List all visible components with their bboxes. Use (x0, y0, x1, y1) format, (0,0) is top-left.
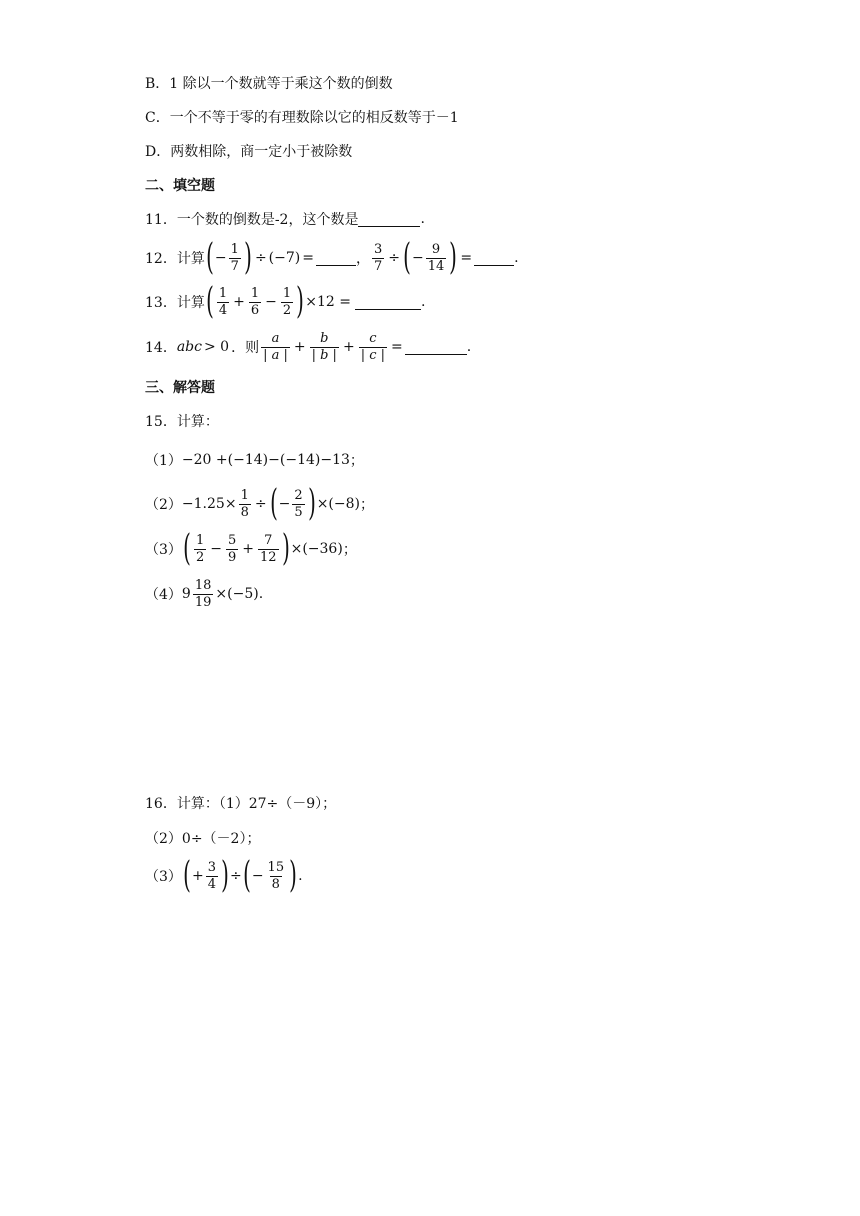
minus: − (265, 294, 277, 310)
q14-label: 14． (145, 340, 177, 356)
option-b: B．1 除以一个数就等于乘这个数的倒数 (145, 76, 393, 92)
q12-sep: ， (355, 251, 370, 267)
q14-end: . (466, 339, 472, 355)
q16-p3-end: . (298, 868, 303, 884)
question-14 (145, 325, 471, 369)
left-paren: ( (183, 855, 191, 896)
q15-p1-lead: −20 + (181, 452, 228, 468)
q15-p3-label: （3） (145, 542, 182, 558)
q12-minus: − (214, 250, 227, 266)
q12-frac2: $\frac{3}{7}$ (373, 241, 383, 274)
q11-blank (358, 212, 420, 227)
option-c: C．一个不等于零的有理数除以它的相反数等于－1 (145, 110, 459, 126)
q13-label: 13．计算 (145, 295, 205, 311)
q12-frac1: $\frac{1}{7}$ (230, 241, 239, 274)
option-d: D．两数相除，商一定小于被除数 (145, 144, 353, 160)
q16-part3 (145, 854, 303, 898)
right-paren: ) (244, 237, 252, 278)
q12-eq2: = (460, 250, 473, 266)
q12-paren2: (−7) (268, 250, 301, 266)
q15-p2-lead: −1.25× (181, 496, 237, 512)
right-paren: ) (307, 483, 316, 524)
question-13 (145, 280, 425, 324)
q11-text: 11．一个数的倒数是-2，这个数是 (145, 212, 359, 228)
q14-frac-c: $\frac{c}{| c |}$ (360, 330, 385, 363)
minus: − (251, 868, 264, 884)
q15-p2-end: ； (360, 497, 374, 513)
question-16-line1: 16．计算：（1）27÷（－9）； (145, 796, 337, 812)
q15-p4-frac: $\frac{18}{19}$ (194, 577, 212, 610)
plus: + (342, 339, 355, 355)
q15-p1-paren2: (−14) (279, 452, 321, 468)
q15-p1-label: （1） (145, 453, 182, 469)
q16-p3-div: ÷ (230, 868, 242, 884)
q14-blank (405, 340, 467, 355)
plus: + (242, 541, 254, 557)
right-paren: ) (289, 855, 297, 896)
q15-part3 (145, 527, 357, 571)
q15-p1-tail: −13 (320, 452, 350, 468)
q12-blank2 (474, 251, 514, 266)
minus: − (278, 496, 291, 512)
q11-end: . (420, 211, 425, 227)
q15-p3-frac2: $\frac{5}{9}$ (227, 532, 237, 565)
q15-p2-frac1: $\frac{1}{8}$ (240, 487, 249, 520)
q15-p3-frac1: $\frac{1}{2}$ (195, 532, 205, 565)
q15-part4 (145, 572, 263, 616)
q15-p4-end: . (258, 586, 264, 602)
question-11 (145, 209, 425, 229)
q15-p1-end: ； (349, 453, 364, 469)
q15-p2-label: （2） (145, 497, 182, 513)
right-paren: ) (221, 855, 229, 896)
left-paren: ( (269, 483, 278, 524)
section-heading-fill-in: 二、填空题 (145, 178, 215, 194)
q16-p3-frac2: $\frac{15}{8}$ (267, 859, 285, 892)
q12-div2: ÷ (388, 250, 400, 266)
right-paren: ) (281, 528, 290, 569)
q14-cond2: > 0 (203, 339, 230, 355)
section-heading-solve: 三、解答题 (145, 380, 215, 396)
q15-p2-paren: (−8) (328, 496, 360, 512)
q15-p3-times: × (290, 541, 303, 557)
minus: − (210, 541, 222, 557)
q15-p3-frac3: $\frac{7}{12}$ (260, 532, 277, 565)
right-paren: ) (296, 281, 305, 322)
q14-cond: abc (176, 339, 202, 355)
right-paren: ) (449, 237, 458, 278)
q15-p4-paren: (−5) (227, 586, 259, 602)
q13-tail: ×12 = (305, 294, 351, 310)
plus: + (233, 294, 245, 310)
q14-then: ．则 (231, 340, 260, 356)
q13-blank (355, 295, 421, 310)
q13-frac2: $\frac{1}{6}$ (250, 285, 260, 318)
q15-p3-end: ； (342, 542, 357, 558)
left-paren: ( (183, 528, 191, 569)
q14-frac-a: $\frac{a}{| a |}$ (263, 330, 288, 363)
q14-eq: = (391, 339, 403, 355)
q16-p3-label: （3） (145, 869, 182, 885)
q15-p2-frac2: $\frac{2}{5}$ (294, 487, 303, 520)
plus: + (191, 868, 204, 884)
q12-blank1 (316, 251, 356, 266)
q13-end: . (420, 294, 426, 310)
q15-p2-times: × (316, 496, 329, 512)
q12-frac3: $\frac{9}{14}$ (427, 241, 445, 274)
question-12 (145, 236, 519, 280)
q12-eq: = (302, 250, 314, 266)
q12-minus2: − (412, 250, 424, 266)
question-16-line2: （2）0÷（－2）； (145, 831, 261, 847)
q16-p3-frac1: $\frac{3}{4}$ (207, 859, 216, 892)
left-paren: ( (242, 855, 251, 896)
q14-frac-b: $\frac{b}{| b |}$ (311, 330, 337, 363)
q15-p4-whole: 9 (181, 586, 191, 602)
left-paren: ( (205, 237, 214, 278)
question-15-title: 15．计算： (145, 414, 219, 430)
q12-label: 12．计算 (145, 251, 205, 267)
q15-part1 (145, 450, 364, 470)
plus: + (293, 339, 306, 355)
q12-div: ÷ (254, 250, 267, 266)
q15-p3-paren: (−36) (302, 541, 343, 557)
q15-p4-times: × (215, 586, 228, 602)
q15-part2 (145, 482, 374, 526)
q13-frac3: $\frac{1}{2}$ (282, 285, 292, 318)
left-paren: ( (403, 237, 411, 278)
q13-frac1: $\frac{1}{4}$ (218, 285, 228, 318)
left-paren: ( (205, 281, 214, 322)
q12-end: . (514, 250, 519, 266)
q15-p1-mid: − (268, 452, 280, 468)
q15-p4-label: （4） (145, 587, 182, 603)
q15-p1-paren1: (−14) (227, 452, 269, 468)
q15-p2-div: ÷ (254, 496, 267, 512)
